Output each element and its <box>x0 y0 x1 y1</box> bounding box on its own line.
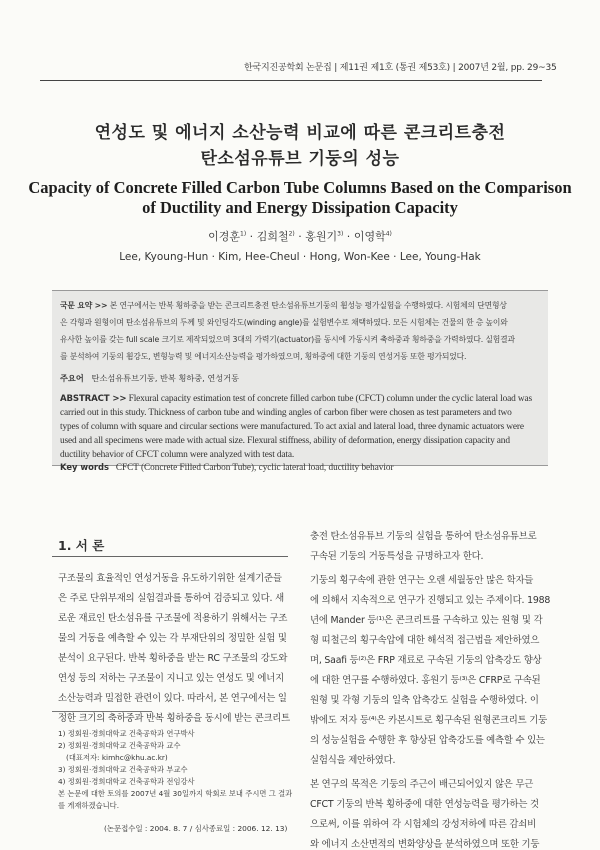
abstract-korean-line: 유사한 높이를 갖는 full scale 크기로 제작되었으며 3대의 가력기(actuator)를 동시에 가동시켜 축하중과 횡하중을 가력하였다. 실험결과 <box>60 335 515 344</box>
section-heading-introduction: 1. 서 론 <box>58 538 105 553</box>
body-text-line: 며, Saafi 등⁽²⁾은 FRP 재료로 구속된 기둥의 압축강도 향상 <box>310 655 542 666</box>
body-text-line: 로운 재료인 탄소섬유를 구조물에 적용하기 위해서는 구조 <box>58 613 288 624</box>
body-text-line: 와 에너지 소산면적의 변화양상을 분석하였으며 또한 기둥 <box>310 839 540 850</box>
title-english-line-2: of Ductility and Energy Dissipation Capacity <box>142 198 458 217</box>
keywords-english-text: CFCT (Concrete Filled Carbon Tube), cyclic lateral load, ductility behavior <box>115 462 394 472</box>
body-text-line: 원형 및 각형 기둥의 일축 압축강도 실험을 수행하였다. 이 <box>310 695 539 706</box>
keywords-korean-label: 주요어 <box>60 373 84 383</box>
footnote: 를 게재하겠습니다. <box>58 801 120 810</box>
body-text-line: 의 성능실험을 수행한 후 향상된 압축강도를 예측할 수 있는 <box>310 735 545 746</box>
body-text-line: 으로써, 이를 위하여 각 시험체의 강성저하에 따른 감쇠비 <box>310 819 536 830</box>
authors-english: Lee, Kyoung-Hun · Kim, Hee-Cheul · Hong, Won-Kee · Lee, Young-Hak <box>119 251 481 263</box>
body-text-line: 에 대한 연구를 수행하였다. 홍원기 등⁽³⁾은 CFRP로 구속된 <box>310 675 541 686</box>
title-korean-line-1: 연성도 및 에너지 소산능력 비교에 따른 콘크리트충전 <box>94 123 506 143</box>
author-name: 홍원기 <box>305 230 338 243</box>
title-english-line-1: Capacity of Concrete Filled Carbon Tube Columns Based on the Comparison <box>28 178 572 197</box>
section-rule <box>52 556 288 557</box>
received-dates: (논문접수일 : 2004. 8. 7 / 심사종료일 : 2006. 12. 13) <box>104 824 288 833</box>
abstract-korean-line: 은 각형과 원형이며 탄소섬유튜브의 두께 및 와인딩각도(winding angle)를 실험변수로 채택하였다. 모든 시험체는 건물의 한 층 높이와 <box>60 318 508 327</box>
abstract-korean-label: 국문 요약 >> <box>60 301 108 310</box>
body-text-line: 본 연구의 목적은 기둥의 주근이 배근되어있지 않은 무근 <box>310 779 534 790</box>
author-affiliation-mark: 3) <box>337 230 344 238</box>
title-korean-line-2: 탄소섬유튜브 기둥의 성능 <box>200 149 400 169</box>
abstract-english-text: Flexural capacity estimation test of concrete filled carbon tube (CFCT) column under the cyclic lateral load was <box>128 394 533 404</box>
abstract-english-line: carried out in this study. Thickness of carbon tube and winding angles of carbon fiber were chosen as test parameters and two <box>60 408 512 418</box>
footnote: 본 논문에 대한 토의를 2007년 4월 30일까지 학회로 보내 주시면 그 결과 <box>58 789 293 798</box>
body-text-line: 형 띠철근의 횡구속압에 대한 해석적 접근법을 제안하였으 <box>310 635 540 646</box>
footnote: (대표저자: kimhc@khu.ac.kr) <box>66 753 168 762</box>
author-name: 이영학 <box>353 230 386 243</box>
author-name: 김희철 <box>256 230 289 243</box>
author-name: 이경훈 <box>208 230 241 243</box>
abstract-korean-line <box>60 300 507 311</box>
abstract-english-label: ABSTRACT >> <box>60 394 127 404</box>
author-separator: · <box>246 230 257 243</box>
authors-korean <box>0 228 600 244</box>
author-affiliation-mark: 4) <box>385 230 392 238</box>
keywords-korean-text: 탄소섬유튜브기둥, 반복 횡하중, 연성거동 <box>91 373 240 383</box>
body-text-line: 기둥의 횡구속에 관한 연구는 오랜 세월동안 많은 학자들 <box>310 575 534 586</box>
body-text-line: 구조물의 효율적인 연성거동을 유도하기위한 설계기준들 <box>58 573 282 584</box>
footnote: 2) 정회원·경희대학교 건축공학과 교수 <box>58 741 181 750</box>
abstract-english-line: types of column with square and circular sections were manufactured. To act axial and lateral load, three dynamic actuators were <box>60 422 524 432</box>
body-text-line: 충전 탄소섬유튜브 기둥의 실험을 통하여 탄소섬유튜브로 <box>310 531 537 542</box>
author-affiliation-mark: 1) <box>240 230 247 238</box>
body-text-line: 물의 거동을 예측할 수 있는 각 부재단위의 정밀한 실험 및 <box>58 633 287 644</box>
body-text-line: CFCT 기둥의 반복 횡하중에 대한 연성능력을 평가하는 것 <box>310 799 539 810</box>
keywords-english-label: Key words <box>60 462 109 472</box>
journal-citation: 한국지진공학회 논문집 | 제11권 제1호 (통권 제53호) | 2007년 2월, pp. 29~35 <box>244 63 557 73</box>
body-text-line: 구속된 기둥의 거동특성을 규명하고자 한다. <box>310 551 484 562</box>
abstract-english-line: used and all specimens were made with actual size. Flexural stiffness, ability of deformation, energy dissipation capacity and <box>60 436 510 446</box>
header-rule <box>40 80 542 81</box>
body-text-line: 은 주로 단위부재의 실험결과를 통하여 검증되고 있다. 새 <box>58 593 284 604</box>
author-separator: · <box>294 230 306 243</box>
body-text-line: 소산능력과 밀접한 관련이 있다. 따라서, 본 연구에서는 일 <box>58 693 287 704</box>
body-text-line: 밖에도 저자 등⁽⁴⁾은 카본시트로 횡구속된 원형콘크리트 기둥 <box>310 715 547 726</box>
author-affiliation-mark: 2) <box>288 230 295 238</box>
footnote: 3) 정회원·경희대학교 건축공학과 부교수 <box>58 765 188 774</box>
body-text-line: 분석이 요구된다. 반복 횡하중을 받는 RC 구조물의 강도와 <box>58 653 288 664</box>
body-text-line: 연성 등의 저하는 구조물이 지니고 있는 연성도 및 에너지 <box>58 673 284 684</box>
body-text-line: 실험식을 제안하였다. <box>310 755 396 766</box>
abstract-korean-text: 본 연구에서는 반복 횡하중을 받는 콘크리트충전 탄소섬유튜브기둥의 휨성능 평가실험을 수행하였다. 시험체의 단면형상 <box>109 301 507 310</box>
abstract-english-line: ductility behavior of CFCT column were analyzed with test data. <box>60 450 295 460</box>
footnote-rule <box>52 711 152 712</box>
footnote: 4) 정회원·경희대학교 건축공학과 전임강사 <box>58 777 195 786</box>
body-text-line: 에 의해서 지속적으로 연구가 진행되고 있는 주제이다. 1988 <box>310 595 551 606</box>
keywords-english <box>60 462 394 472</box>
author-separator: · <box>343 230 354 243</box>
abstract-korean-line: 를 분석하여 기둥의 휨강도, 변형능력 및 에너지소산능력을 평가하였으며, 횡하중에 대한 기둥의 연성거동 또한 평가되었다. <box>60 352 467 361</box>
abstract-english-line <box>60 394 532 404</box>
footnote: 1) 정회원·경희대학교 건축공학과 연구박사 <box>58 729 195 738</box>
body-text-line: 년에 Mander 등⁽¹⁾은 콘크리트를 구속하고 있는 원형 및 각 <box>310 615 543 626</box>
journal-header <box>0 58 600 82</box>
keywords-korean <box>60 373 239 384</box>
body-text-line: 정한 크기의 축하중과 반복 횡하중을 동시에 받는 콘크리트 <box>58 713 291 724</box>
